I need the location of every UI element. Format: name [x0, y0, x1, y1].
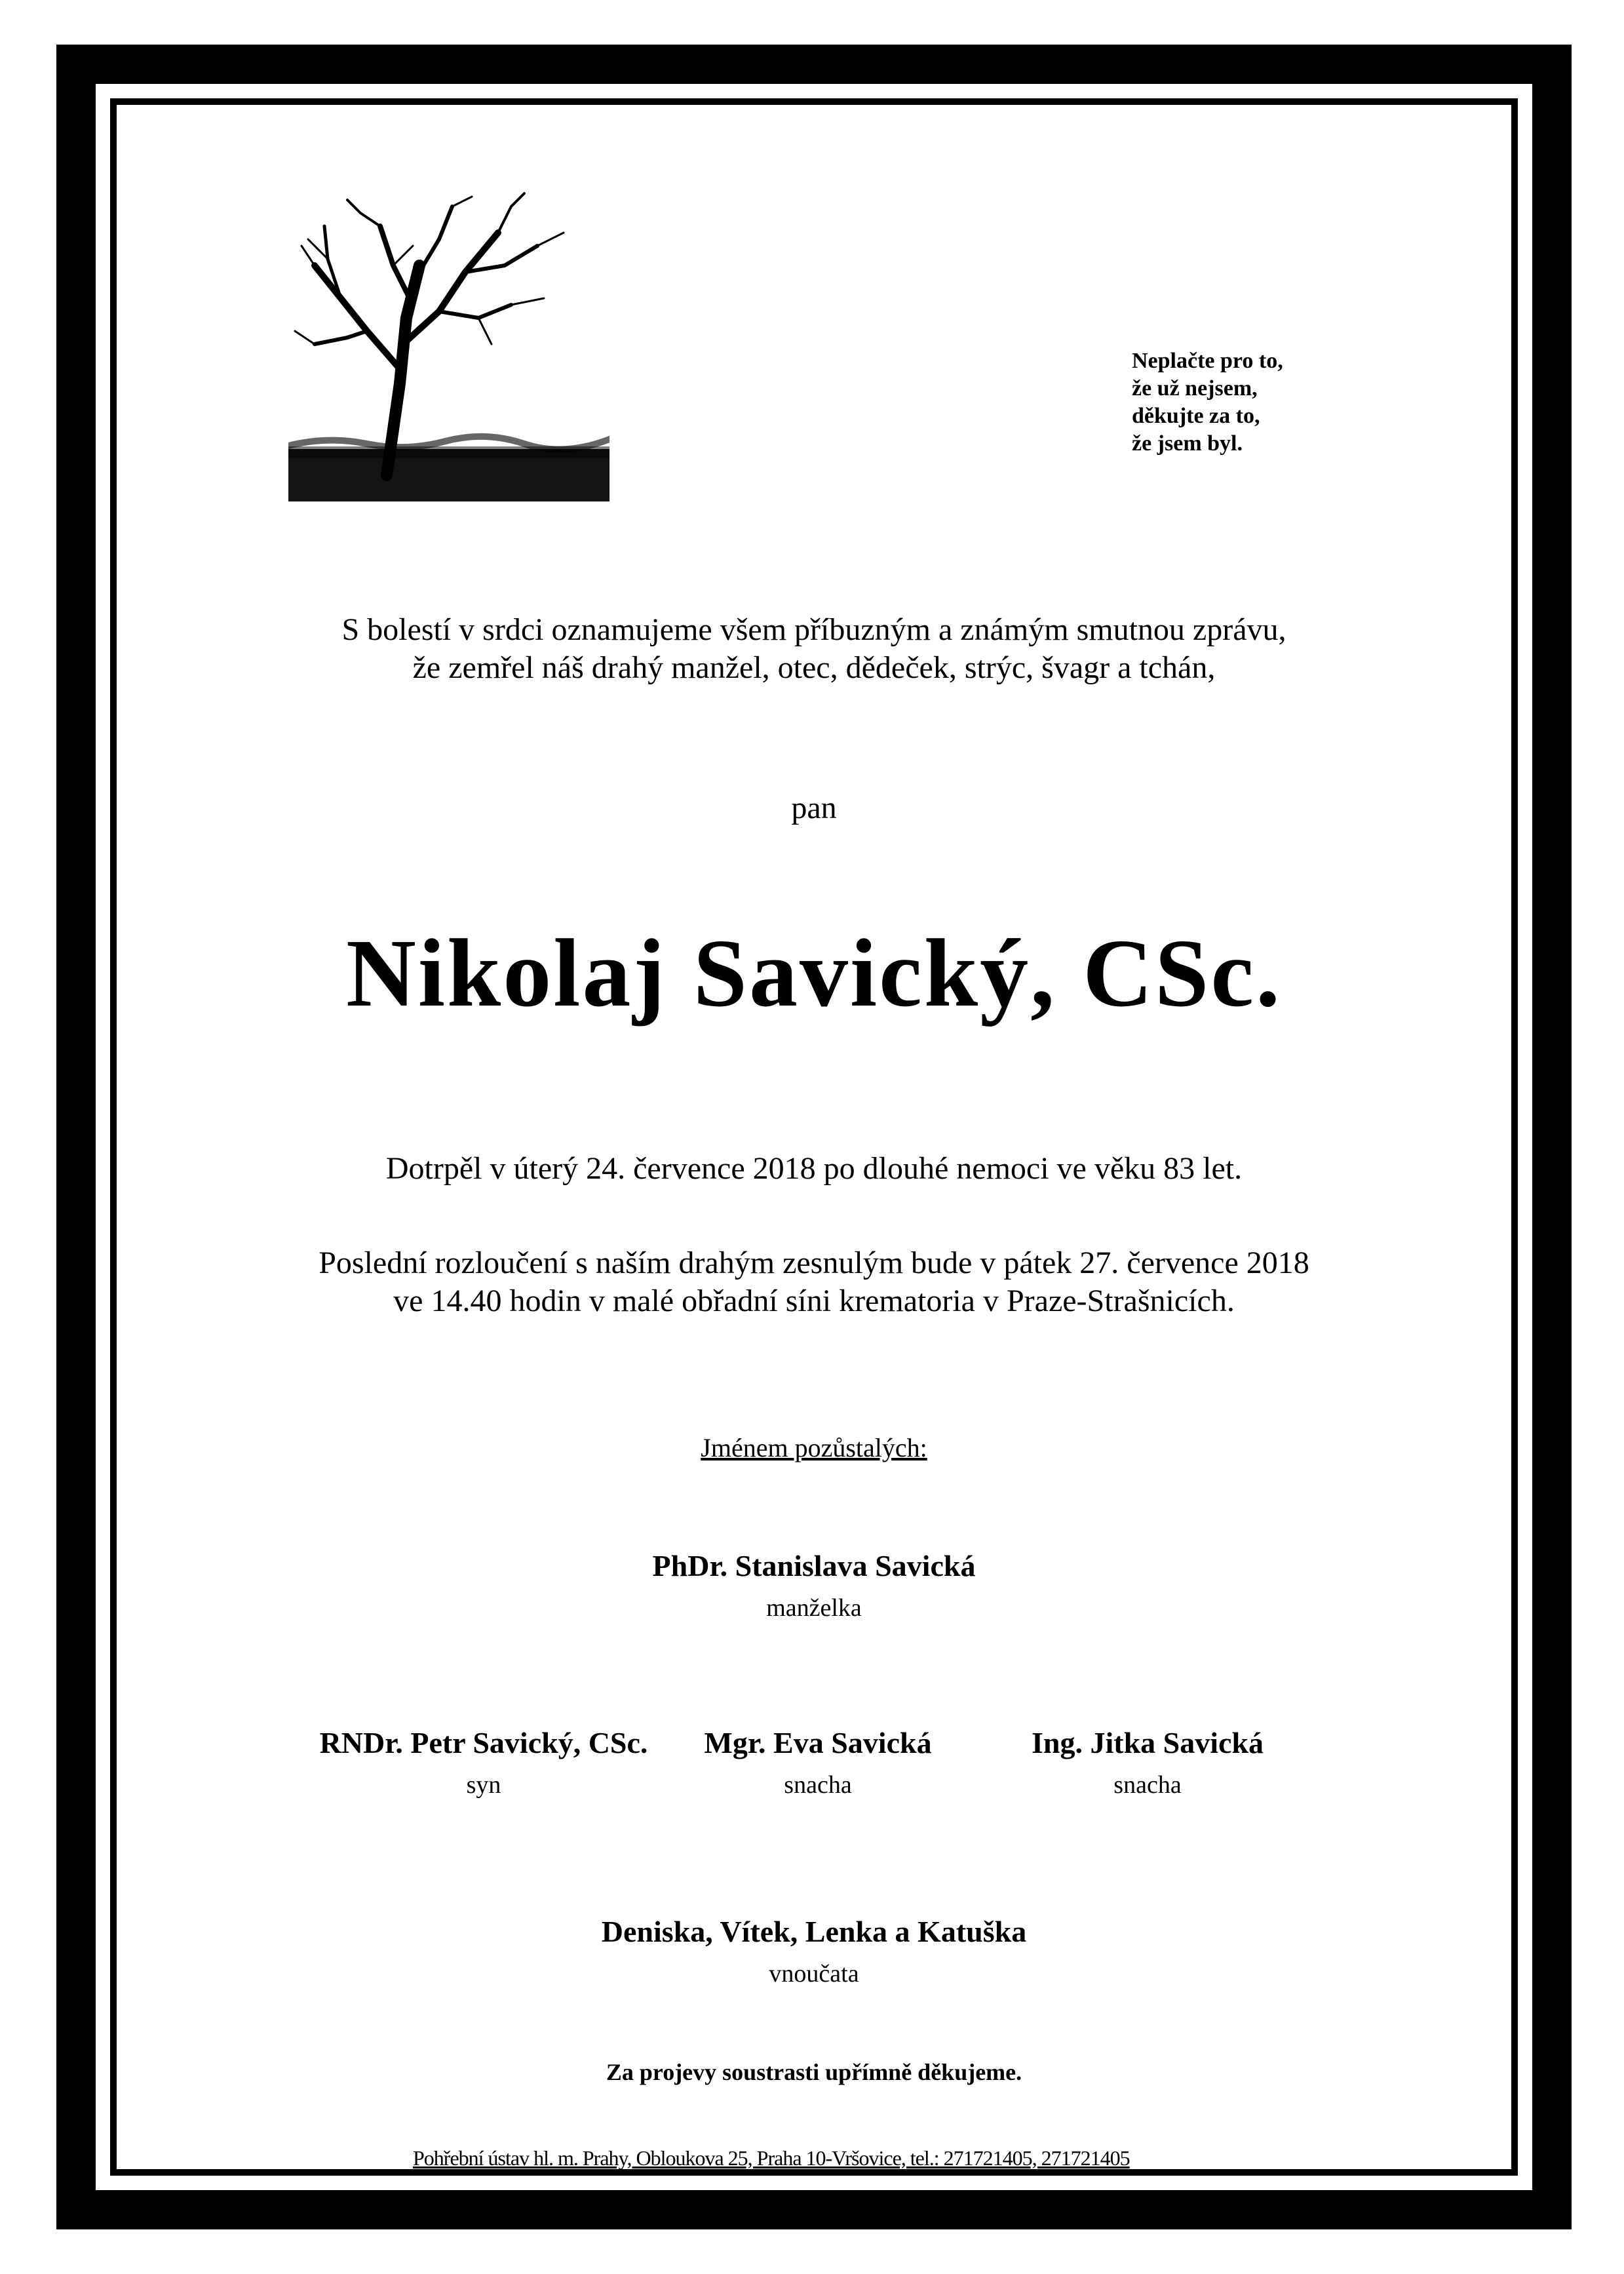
wife-role: manželka: [766, 1594, 862, 1622]
mourner-grandchildren: [110, 1914, 1518, 1988]
death-notice: Dotrpěl v úterý 24. července 2018 po dlouhé nemoci ve věku 83 let.: [385, 1151, 1243, 1186]
son-role: syn: [466, 1771, 501, 1799]
mourners-row: [110, 1725, 1518, 1817]
wife-name: PhDr. Stanislava Savická: [652, 1549, 976, 1582]
funeral-line-2: ve 14.40 hodin v malé obřadní síni krematoria v Praze-Strašnicích.: [393, 1284, 1235, 1318]
funeral-line-1: Poslední rozloučení s naším drahým zesnulým bude v pátek 27. července 2018: [319, 1245, 1309, 1280]
intro-line-2: že zemřel náš drahý manžel, otec, dědeček, strýc, švagr a tchán,: [412, 650, 1216, 685]
son-name: RNDr. Petr Savický, CSc.: [319, 1726, 648, 1759]
bare-tree-icon: [288, 187, 609, 501]
daughter-in-law-2-name: Ing. Jitka Savická: [1031, 1726, 1264, 1759]
intro-line-1: S bolestí v srdci oznamujeme všem příbuzným a známým smutnou zprávu,: [341, 612, 1286, 647]
on-behalf-label: Jménem pozůstalých:: [701, 1433, 927, 1462]
daughter-in-law-1-role: snacha: [784, 1771, 852, 1799]
grandchildren-role: vnoučata: [769, 1960, 859, 1988]
grandchildren-names: Deniska, Vítek, Lenka a Katuška: [601, 1915, 1027, 1948]
funeral-home-footer: Pohřební ústav hl. m. Prahy, Obloukova 25, Praha 10-Vršovice, tel.: 271721405, 271721405: [413, 2146, 1130, 2170]
daughter-in-law-1-name: Mgr. Eva Savická: [704, 1726, 932, 1759]
thanks-line: Za projevy soustrasti upřímně děkujeme.: [606, 2059, 1022, 2085]
mourner-wife: [110, 1548, 1518, 1622]
on-behalf-heading: [110, 1432, 1518, 1463]
funeral-details: [110, 1244, 1518, 1320]
daughter-in-law-2-role: snacha: [1113, 1771, 1182, 1799]
mourner-daughter-in-law-1: [634, 1725, 1001, 1799]
motto-poem: Neplačte pro to, že už nejsem, děkujte za to, že jsem byl.: [1132, 349, 1283, 456]
deceased-name: Nikolaj Savický, CSc.: [345, 920, 1283, 1027]
mourner-son: [300, 1725, 667, 1799]
mourner-daughter-in-law-2: [964, 1725, 1331, 1799]
salutation: pan: [791, 791, 837, 825]
announcement-intro: [110, 611, 1518, 687]
